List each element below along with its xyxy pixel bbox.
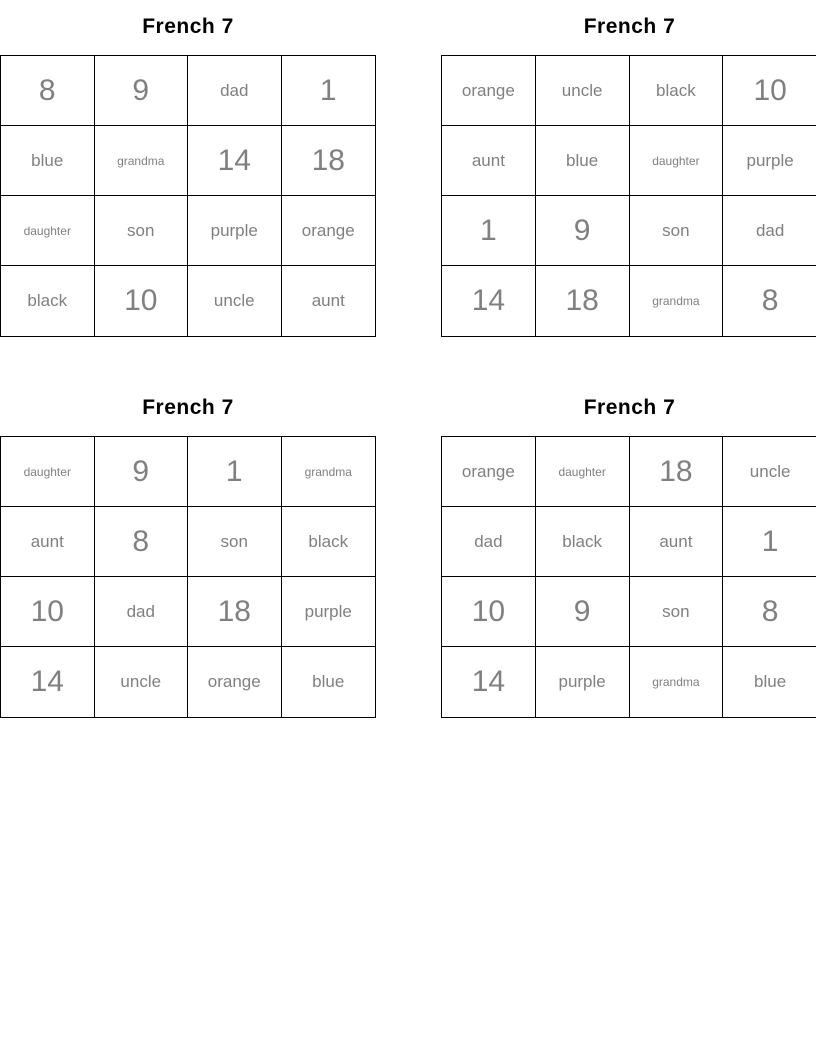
- bingo-cell: uncle: [536, 56, 630, 126]
- bingo-cell: 18: [188, 577, 282, 647]
- bingo-cell: 10: [723, 56, 816, 126]
- bingo-cell: dad: [723, 196, 816, 266]
- bingo-cell: blue: [536, 126, 630, 196]
- bingo-cell: daughter: [1, 196, 95, 266]
- bingo-cell: grandma: [630, 266, 724, 336]
- bingo-cell: uncle: [188, 266, 282, 336]
- bingo-cell: aunt: [1, 507, 95, 577]
- bingo-cell: grandma: [282, 437, 376, 507]
- bingo-cell: orange: [282, 196, 376, 266]
- bingo-cell: 10: [95, 266, 189, 336]
- bingo-card-top-right: [441, 7, 816, 337]
- bingo-cell: 1: [723, 507, 816, 577]
- bingo-cell: aunt: [311, 291, 345, 310]
- bingo-cell: 9: [536, 196, 630, 266]
- bingo-cell: orange: [442, 437, 536, 507]
- bingo-cell: 8: [1, 56, 95, 126]
- bingo-cell: 8: [95, 507, 189, 577]
- bingo-cell: purple: [723, 126, 816, 196]
- bingo-cell: 14: [188, 126, 282, 196]
- bingo-cell: 18: [536, 266, 630, 336]
- bingo-cell: black: [1, 266, 95, 336]
- bingo-cell: son: [188, 507, 282, 577]
- bingo-card-bottom-right: [441, 388, 816, 718]
- bingo-cell: blue: [1, 126, 95, 196]
- card-title: French 7: [583, 396, 676, 419]
- card-title: French 7: [583, 15, 676, 38]
- bingo-cell: 1: [188, 437, 282, 507]
- bingo-cell: dad: [188, 56, 282, 126]
- bingo-cell: 14: [442, 266, 536, 336]
- bingo-cell: son: [95, 196, 189, 266]
- bingo-cell: son: [630, 577, 724, 647]
- bingo-cell: uncle: [95, 647, 189, 717]
- bingo-cell: aunt: [442, 126, 536, 196]
- bingo-cell: 8: [723, 577, 816, 647]
- bingo-grid: [0, 55, 376, 337]
- card-title: French 7: [142, 15, 234, 38]
- bingo-cell: dad: [95, 577, 189, 647]
- bingo-cell: dad: [442, 507, 536, 577]
- bingo-cell: blue: [312, 672, 345, 691]
- card-title: French 7: [142, 396, 234, 419]
- bingo-cell: aunt: [630, 507, 724, 577]
- bingo-cell: purple: [282, 577, 376, 647]
- bingo-cell: 9: [536, 577, 630, 647]
- bingo-card-bottom-left: [0, 388, 376, 718]
- bingo-cell: 10: [1, 577, 95, 647]
- bingo-cell: daughter: [1, 437, 95, 507]
- bingo-cell: 14: [442, 647, 536, 717]
- bingo-cell: orange: [442, 56, 536, 126]
- bingo-cell: black: [536, 507, 630, 577]
- bingo-cell: 9: [95, 437, 189, 507]
- bingo-cell: grandma: [630, 647, 724, 717]
- bingo-cell: grandma: [95, 126, 189, 196]
- bingo-cell: 9: [95, 56, 189, 126]
- bingo-cell: daughter: [536, 437, 630, 507]
- bingo-cell: 18: [282, 126, 376, 196]
- bingo-cell: 8: [761, 284, 779, 317]
- bingo-cell: uncle: [723, 437, 816, 507]
- bingo-card-top-left: [0, 7, 376, 337]
- bingo-grid: [0, 436, 376, 718]
- bingo-cell: orange: [188, 647, 282, 717]
- bingo-cell: 1: [442, 196, 536, 266]
- bingo-grid: [441, 436, 816, 718]
- bingo-cell: black: [630, 56, 724, 126]
- bingo-cell: 14: [1, 647, 95, 717]
- bingo-cell: daughter: [630, 126, 724, 196]
- bingo-grid: [441, 55, 816, 337]
- bingo-cell: son: [630, 196, 724, 266]
- bingo-cell: 10: [442, 577, 536, 647]
- bingo-cell: 1: [282, 56, 376, 126]
- bingo-cell: blue: [754, 672, 787, 691]
- bingo-cell: 18: [630, 437, 724, 507]
- bingo-cell: purple: [188, 196, 282, 266]
- bingo-cell: black: [282, 507, 376, 577]
- bingo-cell: purple: [536, 647, 630, 717]
